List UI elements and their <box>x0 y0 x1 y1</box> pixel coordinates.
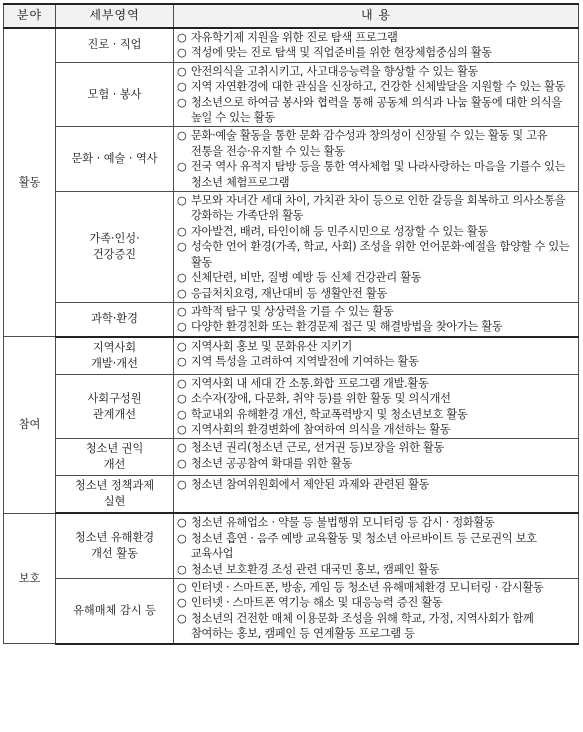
content-item <box>177 407 575 422</box>
area-cell <box>56 439 174 476</box>
content-item <box>177 193 575 224</box>
content-item <box>177 339 575 354</box>
content-cell <box>174 513 579 578</box>
content-item-text: 인터넷 · 스마트폰, 방송, 게임 등 청소년 유해매체환경 모니터링 · 감시활동 <box>191 580 544 594</box>
area-line: 관계개선 <box>92 407 137 421</box>
bullet-circle-icon: ○ <box>177 194 187 208</box>
bullet-circle-icon: ○ <box>177 441 187 455</box>
area-cell <box>56 302 174 336</box>
content-item <box>177 286 575 301</box>
content-item-text: 응급처치요령, 재난대비 등 생활안전 활동 <box>191 286 388 300</box>
area-line: 진로 · 직업 <box>87 38 142 52</box>
area-cell <box>56 127 174 192</box>
area-cell <box>56 476 174 514</box>
table-row <box>4 192 579 303</box>
bullet-circle-icon: ○ <box>177 286 187 300</box>
content-cell <box>174 192 579 303</box>
area-line: 개선 활동 <box>91 547 138 561</box>
content-item <box>177 456 575 471</box>
header-area: 세부영역 <box>56 4 174 28</box>
area-line: 청소년 정책과제 <box>74 479 155 493</box>
area-line: 지역사회 <box>92 340 137 354</box>
table-row <box>4 302 579 336</box>
content-item <box>177 128 575 159</box>
bullet-circle-icon: ○ <box>177 95 187 109</box>
content-item <box>177 531 575 562</box>
bullet-circle-icon: ○ <box>177 271 187 285</box>
content-item <box>177 224 575 239</box>
content-item-text: 지역사회 내 세대 간 소통.화합 프로그램 개발.활동 <box>191 376 429 390</box>
area-cell <box>56 337 174 375</box>
bullet-circle-icon: ○ <box>177 224 187 238</box>
bullet-circle-icon: ○ <box>177 422 187 436</box>
bullet-circle-icon: ○ <box>177 31 187 44</box>
content-item <box>177 304 575 319</box>
bullet-circle-icon: ○ <box>177 160 187 174</box>
content-item-text: 부모와 자녀간 세대 차이, 가치관 차이 등으로 인한 갈등을 회복하고 의사소통을 강화하는 가족단위 활동 <box>191 194 566 223</box>
content-item-text: 청소년 공공참여 확대를 위한 활동 <box>191 456 353 470</box>
content-cell <box>174 476 579 514</box>
content-item <box>177 159 575 190</box>
content-item <box>177 477 575 492</box>
area-line: 건강증진 <box>92 247 137 261</box>
content-item-text: 청소년 권리(청소년 근로, 선거권 등)보장을 위한 활동 <box>191 441 445 455</box>
content-item-text: 청소년 참여위원회에서 제안된 과제와 관련된 활동 <box>191 478 430 492</box>
content-item-text: 성숙한 언어 환경(가족, 학교, 사회) 조성을 위한 언어문화·예절을 함양할 수 있는 활동 <box>191 240 570 269</box>
bullet-circle-icon: ○ <box>177 392 187 406</box>
content-item-text: 청소년의 건전한 매체 이용문화 조성을 위해 학교, 가정, 지역사회가 함께 참여하는 홍보, 캠페인 등 연계활동 프로그램 등 <box>191 611 534 641</box>
content-item-text: 학교내외 유해환경 개선, 학교폭력방지 및 청소년보호 활동 <box>191 407 468 421</box>
content-item <box>177 270 575 285</box>
area-line: 사회구성원 <box>87 391 142 405</box>
content-item-text: 청소년 보호환경 조성 관련 대국민 홍보, 캠페인 활동 <box>191 562 440 576</box>
table-row <box>4 62 579 127</box>
content-item <box>177 515 575 530</box>
content-item <box>177 595 575 610</box>
content-cell <box>174 302 579 336</box>
table-row <box>4 337 579 375</box>
content-item <box>177 30 575 45</box>
content-cell <box>174 62 579 127</box>
category-cell: 참여 <box>4 337 56 514</box>
area-line: 모험 · 봉사 <box>87 87 142 101</box>
table-row <box>4 578 579 643</box>
bullet-circle-icon: ○ <box>177 64 187 78</box>
area-line: 유해매체 감시 등 <box>73 603 156 617</box>
area-line: 개발·개선 <box>91 356 138 370</box>
content-item-text: 다양한 환경친화 또는 환경문제 접근 및 해결방법을 찾아가는 활동 <box>191 320 503 334</box>
bullet-circle-icon: ○ <box>177 320 187 334</box>
bullet-circle-icon: ○ <box>177 456 187 470</box>
bullet-circle-icon: ○ <box>177 339 187 353</box>
bullet-circle-icon: ○ <box>177 80 187 94</box>
bullet-circle-icon: ○ <box>177 531 187 545</box>
content-item-text: 청소년으로 하여금 봉사와 협력을 통해 공동체 의식과 나눔 활동에 대한 의식을 높일 수 있는 활동 <box>191 95 562 125</box>
content-item <box>177 422 575 437</box>
bullet-circle-icon: ○ <box>177 580 187 594</box>
youth-activity-table <box>3 3 579 645</box>
content-item-text: 자유학기제 지원을 위한 진로 탐색 프로그램 <box>191 31 398 44</box>
youth-activity-table-container <box>3 3 578 645</box>
content-cell <box>174 374 579 439</box>
content-item <box>177 440 575 455</box>
header-row <box>4 4 579 28</box>
content-item-text: 청소년 유해업소 · 약물 등 불법행위 모니터링 등 감시 · 정화활동 <box>191 516 495 530</box>
content-item-text: 인터넷 · 스마트폰 역기능 해소 및 대응능력 증진 활동 <box>191 596 443 610</box>
content-item-text: 과학적 탐구 및 상상력을 기를 수 있는 활동 <box>191 304 394 318</box>
content-item-text: 지역 특성을 고려하여 지역발전에 기여하는 활동 <box>191 355 419 369</box>
content-item-text: 자아발견, 배려, 타인이해 등 민주시민으로 성장할 수 있는 활동 <box>191 224 488 238</box>
content-item <box>177 562 575 577</box>
area-cell <box>56 374 174 439</box>
bullet-circle-icon: ○ <box>177 240 187 254</box>
area-cell <box>56 578 174 643</box>
content-cell <box>174 578 579 643</box>
content-item-text: 지역사회 홍보 및 문화유산 지키기 <box>191 339 353 353</box>
header-field: 분야 <box>4 4 56 28</box>
bullet-circle-icon: ○ <box>177 407 187 421</box>
bullet-circle-icon: ○ <box>177 129 187 143</box>
content-item-text: 전국 역사 유적지 탐방 등을 통한 역사체험 및 나라사랑하는 마음을 기를수 있는 청소년 체험프로그램 <box>191 160 566 189</box>
area-cell <box>56 192 174 303</box>
content-item <box>177 319 575 334</box>
content-item-text: 적성에 맞는 진로 탐색 및 직업준비를 위한 현장체험중심의 활동 <box>191 46 492 60</box>
header-content: 내 용 <box>174 4 579 28</box>
table-row <box>4 127 579 192</box>
content-item-text: 안전의식을 고취시키고, 사고대응능력을 향상할 수 있는 활동 <box>191 64 479 78</box>
table-row <box>4 439 579 476</box>
content-cell <box>174 28 579 62</box>
bullet-circle-icon: ○ <box>177 478 187 492</box>
content-item-text: 지역사회의 환경변화에 참여하여 의식을 개선하는 활동 <box>191 422 451 436</box>
content-item <box>177 95 575 126</box>
content-item <box>177 354 575 369</box>
bullet-circle-icon: ○ <box>177 304 187 318</box>
table-row <box>4 476 579 514</box>
content-item <box>177 391 575 406</box>
content-item <box>177 580 575 595</box>
content-item-text: 신체단련, 비만, 질병 예방 등 신체 건강관리 활동 <box>191 271 422 285</box>
bullet-circle-icon: ○ <box>177 46 187 60</box>
area-line: 개선 <box>103 458 126 472</box>
content-item-text: 소수자(장애, 다문화, 취약 등)를 위한 활동 및 의식개선 <box>191 392 451 406</box>
content-item <box>177 239 575 270</box>
area-line: 문화 · 예술 · 역사 <box>71 152 158 166</box>
area-line: 실현 <box>103 495 126 509</box>
area-line: 과학·환경 <box>91 312 138 326</box>
table-body <box>4 28 579 644</box>
bullet-circle-icon: ○ <box>177 516 187 530</box>
table-row <box>4 513 579 578</box>
bullet-circle-icon: ○ <box>177 611 187 625</box>
area-line: 가족·인성· <box>89 231 140 245</box>
content-item <box>177 64 575 79</box>
bullet-circle-icon: ○ <box>177 562 187 576</box>
content-item <box>177 611 575 642</box>
area-cell <box>56 513 174 578</box>
area-line: 청소년 유해환경 <box>74 531 155 545</box>
content-item-text: 청소년 흡연 · 음주 예방 교육활동 및 청소년 아르바이트 등 근로권익 보호 교육사업 <box>191 531 537 561</box>
category-cell: 활동 <box>4 28 56 337</box>
content-item-text: 문화·예술 활동을 통한 문화 감수성과 창의성이 신장될 수 있는 활동 및 고유 전통을 전승·유지할 수 있는 활동 <box>191 129 548 158</box>
content-cell <box>174 439 579 476</box>
category-cell: 보호 <box>4 513 56 643</box>
table-row <box>4 28 579 62</box>
area-cell <box>56 28 174 62</box>
content-cell <box>174 127 579 192</box>
area-cell <box>56 62 174 127</box>
bullet-circle-icon: ○ <box>177 596 187 610</box>
content-item <box>177 79 575 94</box>
bullet-circle-icon: ○ <box>177 376 187 390</box>
content-item <box>177 376 575 391</box>
table-row <box>4 374 579 439</box>
content-item-text: 지역 자연환경에 대한 관심을 신장하고, 건강한 신체발달을 지원할 수 있는 활동 <box>191 80 566 94</box>
content-cell <box>174 337 579 375</box>
area-line: 청소년 권익 <box>85 442 144 456</box>
content-item <box>177 45 575 60</box>
bullet-circle-icon: ○ <box>177 355 187 369</box>
